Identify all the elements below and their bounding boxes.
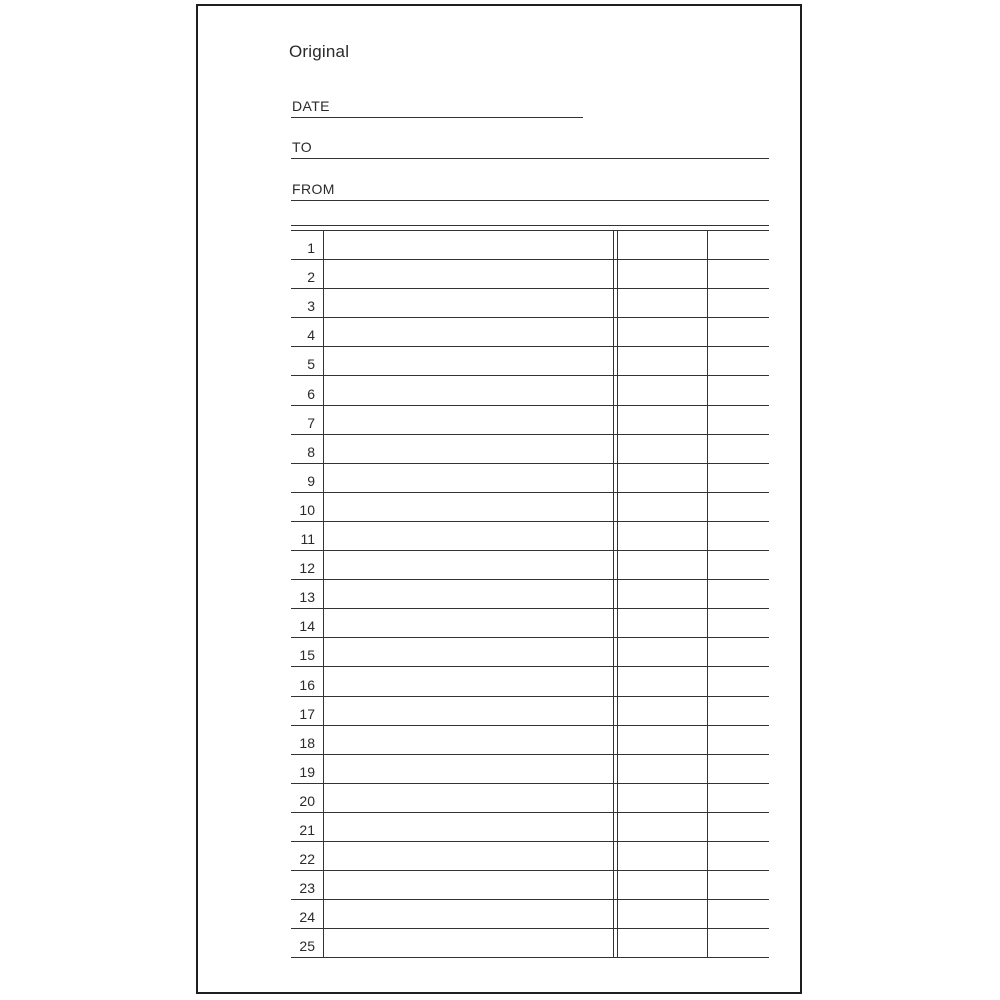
amount-column-line: [707, 842, 708, 870]
copy-label: Original: [289, 42, 350, 61]
ledger-row[interactable]: [291, 900, 769, 929]
divider-column-line-inner: [617, 493, 618, 521]
divider-column-line-inner: [617, 726, 618, 754]
ledger-row[interactable]: [291, 813, 769, 842]
description-column-line: [323, 900, 324, 928]
description-column-line: [323, 347, 324, 375]
from-label: FROM: [292, 181, 335, 197]
ledger-row[interactable]: [291, 376, 769, 405]
ledger-row[interactable]: [291, 347, 769, 376]
amount-column-line: [707, 231, 708, 259]
amount-column-line: [707, 726, 708, 754]
description-column-line: [323, 580, 324, 608]
divider-column-line: [613, 580, 614, 608]
divider-column-line: [613, 435, 614, 463]
ledger-row[interactable]: [291, 289, 769, 318]
amount-column-line: [707, 929, 708, 957]
amount-column-line: [707, 900, 708, 928]
row-number: 23: [299, 880, 315, 897]
amount-column-line: [707, 318, 708, 346]
divider-column-line-inner: [617, 697, 618, 725]
row-number: 15: [299, 647, 315, 664]
form-sheet: [196, 4, 802, 994]
description-column-line: [323, 318, 324, 346]
description-column-line: [323, 871, 324, 899]
ledger-row[interactable]: [291, 406, 769, 435]
row-number: 9: [307, 472, 315, 489]
date-label: DATE: [292, 98, 330, 114]
description-column-line: [323, 755, 324, 783]
ledger-row[interactable]: [291, 784, 769, 813]
divider-column-line: [613, 900, 614, 928]
description-column-line: [323, 260, 324, 288]
row-number: 19: [299, 763, 315, 780]
divider-column-line-inner: [617, 260, 618, 288]
divider-column-line-inner: [617, 871, 618, 899]
divider-column-line: [613, 406, 614, 434]
divider-column-line-inner: [617, 580, 618, 608]
row-number: 6: [307, 385, 315, 402]
ledger-row[interactable]: [291, 726, 769, 755]
row-number: 12: [299, 560, 315, 577]
divider-column-line: [613, 697, 614, 725]
divider-column-line-inner: [617, 347, 618, 375]
row-number: 16: [299, 676, 315, 693]
amount-column-line: [707, 638, 708, 666]
row-number: 7: [307, 414, 315, 431]
description-column-line: [323, 231, 324, 259]
ledger-row[interactable]: [291, 667, 769, 696]
divider-column-line-inner: [617, 609, 618, 637]
ledger-row[interactable]: [291, 580, 769, 609]
divider-column-line: [613, 318, 614, 346]
row-number: 3: [307, 298, 315, 315]
divider-column-line-inner: [617, 318, 618, 346]
divider-column-line: [613, 464, 614, 492]
amount-column-line: [707, 347, 708, 375]
ledger-row[interactable]: [291, 318, 769, 347]
ledger-row[interactable]: [291, 638, 769, 667]
divider-column-line: [613, 260, 614, 288]
ledger-row[interactable]: [291, 871, 769, 900]
ledger-row[interactable]: [291, 464, 769, 493]
divider-column-line: [613, 522, 614, 550]
row-number: 25: [299, 938, 315, 955]
row-number: 24: [299, 909, 315, 926]
amount-column-line: [707, 697, 708, 725]
amount-column-line: [707, 493, 708, 521]
ledger-row[interactable]: [291, 231, 769, 260]
divider-column-line: [613, 784, 614, 812]
ledger-row[interactable]: [291, 493, 769, 522]
row-number: 10: [299, 501, 315, 518]
divider-column-line-inner: [617, 755, 618, 783]
row-number: 4: [307, 327, 315, 344]
ledger-row[interactable]: [291, 260, 769, 289]
row-number: 13: [299, 589, 315, 606]
divider-column-line-inner: [617, 929, 618, 957]
description-column-line: [323, 929, 324, 957]
from-field[interactable]: [291, 174, 769, 201]
description-column-line: [323, 289, 324, 317]
description-column-line: [323, 522, 324, 550]
amount-column-line: [707, 435, 708, 463]
date-field[interactable]: [291, 92, 583, 118]
divider-column-line-inner: [617, 900, 618, 928]
divider-column-line-inner: [617, 435, 618, 463]
description-column-line: [323, 435, 324, 463]
description-column-line: [323, 638, 324, 666]
ledger-row[interactable]: [291, 609, 769, 638]
description-column-line: [323, 842, 324, 870]
ledger-row[interactable]: [291, 842, 769, 871]
divider-column-line: [613, 871, 614, 899]
ledger-row[interactable]: [291, 697, 769, 726]
divider-column-line: [613, 347, 614, 375]
divider-column-line: [613, 376, 614, 404]
row-number: 22: [299, 851, 315, 868]
divider-column-line: [613, 493, 614, 521]
amount-column-line: [707, 260, 708, 288]
ledger-table: [291, 231, 769, 958]
description-column-line: [323, 697, 324, 725]
divider-column-line: [613, 929, 614, 957]
row-number: 1: [307, 240, 315, 257]
description-column-line: [323, 464, 324, 492]
ledger-row[interactable]: [291, 522, 769, 551]
amount-column-line: [707, 464, 708, 492]
amount-column-line: [707, 522, 708, 550]
divider-column-line: [613, 667, 614, 695]
divider-column-line: [613, 231, 614, 259]
ledger-row[interactable]: [291, 929, 769, 958]
to-field[interactable]: [291, 132, 769, 159]
description-column-line: [323, 726, 324, 754]
row-number: 17: [299, 705, 315, 722]
description-column-line: [323, 784, 324, 812]
divider-column-line-inner: [617, 784, 618, 812]
description-column-line: [323, 551, 324, 579]
amount-column-line: [707, 551, 708, 579]
row-number: 8: [307, 443, 315, 460]
ledger-row[interactable]: [291, 435, 769, 464]
divider-column-line: [613, 842, 614, 870]
to-label: TO: [292, 139, 312, 155]
row-number: 21: [299, 821, 315, 838]
divider-column-line: [613, 289, 614, 317]
divider-column-line-inner: [617, 289, 618, 317]
description-column-line: [323, 493, 324, 521]
divider-column-line-inner: [617, 638, 618, 666]
divider-column-line-inner: [617, 231, 618, 259]
description-column-line: [323, 609, 324, 637]
divider-column-line: [613, 813, 614, 841]
description-column-line: [323, 813, 324, 841]
amount-column-line: [707, 871, 708, 899]
divider-column-line: [613, 638, 614, 666]
row-number: 5: [307, 356, 315, 373]
divider-column-line: [613, 755, 614, 783]
amount-column-line: [707, 376, 708, 404]
amount-column-line: [707, 609, 708, 637]
amount-column-line: [707, 784, 708, 812]
ledger-top-rule: [291, 225, 769, 226]
ledger-row[interactable]: [291, 755, 769, 784]
ledger-row[interactable]: [291, 551, 769, 580]
amount-column-line: [707, 580, 708, 608]
divider-column-line-inner: [617, 667, 618, 695]
amount-column-line: [707, 406, 708, 434]
amount-column-line: [707, 289, 708, 317]
row-number: 18: [299, 734, 315, 751]
divider-column-line-inner: [617, 842, 618, 870]
description-column-line: [323, 376, 324, 404]
divider-column-line-inner: [617, 464, 618, 492]
description-column-line: [323, 406, 324, 434]
row-number: 20: [299, 792, 315, 809]
divider-column-line-inner: [617, 813, 618, 841]
amount-column-line: [707, 813, 708, 841]
description-column-line: [323, 667, 324, 695]
divider-column-line-inner: [617, 376, 618, 404]
divider-column-line: [613, 609, 614, 637]
row-number: 14: [299, 618, 315, 635]
divider-column-line-inner: [617, 551, 618, 579]
amount-column-line: [707, 755, 708, 783]
divider-column-line-inner: [617, 406, 618, 434]
divider-column-line: [613, 726, 614, 754]
divider-column-line: [613, 551, 614, 579]
amount-column-line: [707, 667, 708, 695]
divider-column-line-inner: [617, 522, 618, 550]
row-number: 2: [307, 269, 315, 286]
row-number: 11: [300, 531, 315, 548]
